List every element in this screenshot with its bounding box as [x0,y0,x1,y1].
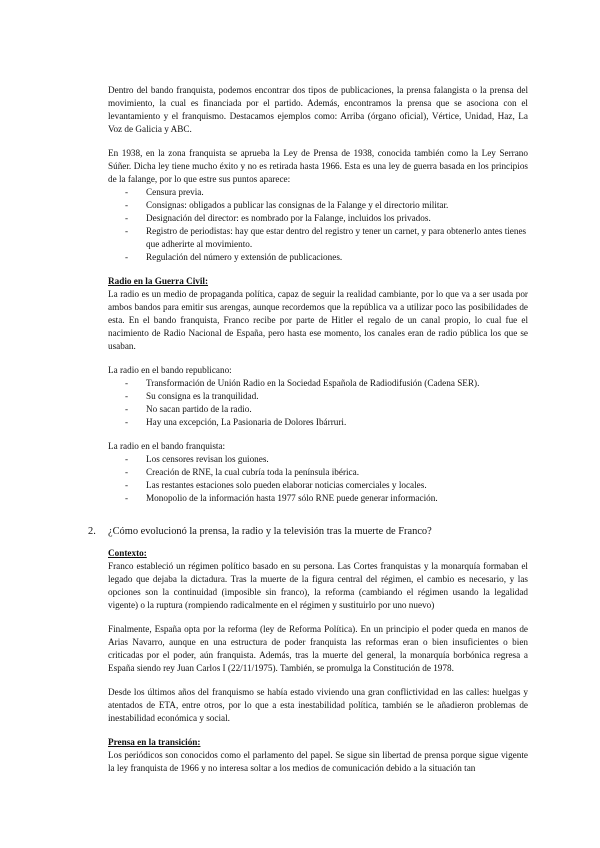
context-heading: Contexto: [108,548,147,558]
conflict-paragraph: Desde los últimos años del franquismo se había estado viviendo una gran conflictividad en las calles: huelgas y atentados de ETA, entre otros, por lo que a esta inestabilidad política, también se le añadieron problemas de inestabilidad económica y social. [108,687,528,723]
list-item: - Regulación del número y extensión de publicaciones. [108,251,528,264]
list-item: - Transformación de Unión Radio en la Sociedad Española de Radiodifusión (Cadena SER). [108,377,528,390]
transition-heading: Prensa en la transición: [108,737,201,747]
context-paragraph: Franco estableció un régimen político basado en su persona. Las Cortes franquistas y la monarquía formaban el legado que dejaba la dictadura. Tras la muerte de la figura central del régimen, el cambio es necesario, y las opciones son la continuidad (imposible sin franco), la reforma (cambiando el régimen usando la legalidad vigente) o la ruptura (rompiendo radicalmente en el régimen y sustituirlo por uno nuevo) [108,561,528,610]
list-item: - Creación de RNE, la cual cubría toda la península ibérica. [108,466,528,479]
list-item: - Las restantes estaciones solo pueden elaborar noticias comerciales y locales. [108,479,528,492]
transition-paragraph: Los periódicos son conocidos como el parlamento del papel. Se sigue sin libertad de prensa porque sigue vigente la ley franquista de 1966 y no interesa soltar a los medios de comunicación debido a la situación tan [108,750,528,773]
list-item: - Censura previa. [108,186,528,199]
list-item: - Hay una excepción, La Pasionaria de Dolores Ibárruri. [108,416,528,429]
document-body [88,84,528,786]
section-number: 2. [88,526,96,537]
intro-paragraph: Dentro del bando franquista, podemos encontrar dos tipos de publicaciones, la prensa falangista o la prensa del movimiento, la cual es financiada por el partido. Además, encontramos la prensa que se asociona con el levantamiento y el franquismo. Destacamos ejemplos como: Arriba (órgano oficial), Vértice, Unidad, Haz, La Voz de Galicia y ABC. [108,85,528,134]
list-item: - No sacan partido de la radio. [108,403,528,416]
list-item: - Registro de periodistas: hay que estar dentro del registro y tener un carnet, y para obtenerlo antes tienes que adherirte al movimiento. [108,225,528,251]
list-item: - Los censores revisan los guiones. [108,453,528,466]
law-points-list [108,186,528,264]
republican-radio-list [108,377,528,429]
reform-paragraph: Finalmente, España opta por la reforma (ley de Reforma Política). En un principio el poder queda en manos de Arias Navarro, aunque en una estructura de poder franquista las reformas eran o bien insuficientes o bien criticadas por el poder, aún franquista. Además, tras la muerte del general, la monarquía borbónica regresa a España siendo rey Juan Carlos I (22/11/1975). También, se promulga la Constitución de 1978. [108,624,528,673]
section-2-title [88,525,528,539]
list-item: - Monopolio de la información hasta 1977 sólo RNE puede generar información. [108,492,528,505]
republican-radio-label: La radio en el bando republicano: [108,365,232,375]
radio-heading: Radio en la Guerra Civil: [108,276,209,286]
radio-paragraph: La radio es un medio de propaganda política, capaz de seguir la realidad cambiante, por lo que va a ser usada por ambos bandos para emitir sus arengas, aunque recordemos que la república va a utilizar poco las posibilidades de esta. En el bando franquista, Franco recibe por parte de Hitler el regalo de un canal propio, lo cual fue el nacimiento de Radio Nacional de España, pero hasta ese momento, los canales eran de radio pública los que se usaban. [108,289,528,351]
list-item: - Consignas: obligados a publicar las consignas de la Falange y el directorio militar. [108,199,528,212]
list-item: - Designación del director: es nombrado por la Falange, incluidos los privados. [108,212,528,225]
section-title-text: ¿Cómo evolucionó la prensa, la radio y la televisión tras la muerte de Franco? [108,526,432,537]
franquista-radio-list [108,453,528,505]
list-item: - Su consigna es la tranquilidad. [108,390,528,403]
franquista-radio-label: La radio en el bando franquista: [108,441,226,451]
law-paragraph: En 1938, en la zona franquista se aprueba la Ley de Prensa de 1938, conocida también como la Ley Serrano Súñer. Dicha ley tiene mucho éxito y no es retirada hasta 1966. Esta es una ley de guerra basada en los principios de la falange, por lo que estre sus puntos aparece: [108,148,528,184]
